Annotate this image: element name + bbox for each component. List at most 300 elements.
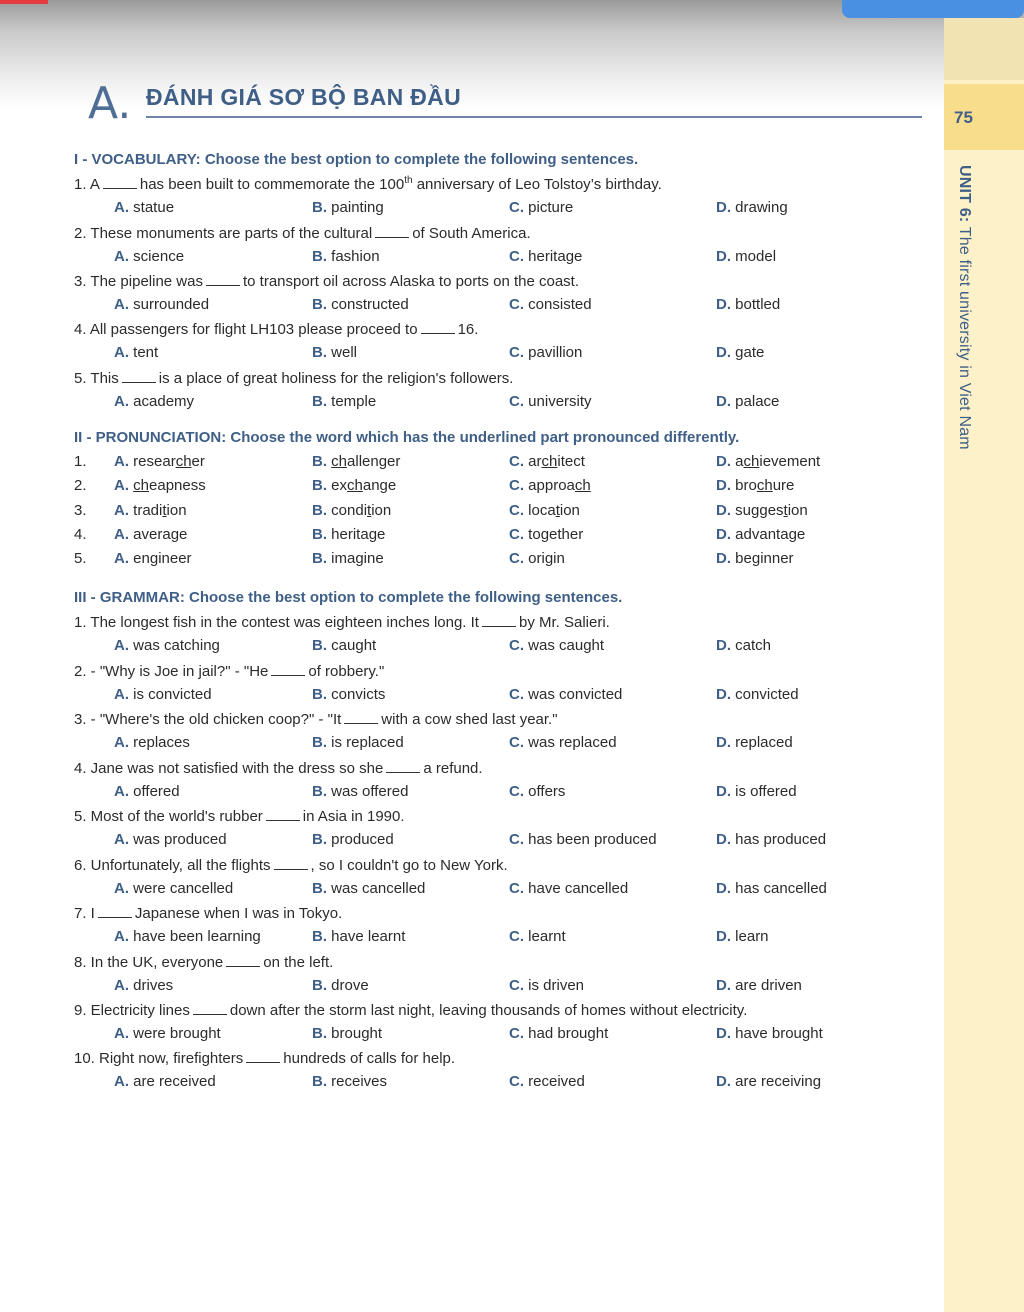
option-text: loca: [528, 502, 556, 519]
option-letter: A.: [114, 526, 134, 543]
option-text: painting: [331, 199, 384, 216]
question-text: in Asia in 1990.: [302, 808, 405, 825]
option-text: was catching: [133, 637, 220, 654]
option-text: offered: [133, 783, 180, 800]
grammar-question-1: [74, 613, 610, 631]
option-text: had brought: [528, 1025, 609, 1042]
option-letter: A.: [114, 831, 134, 848]
unit-label: UNIT 6:: [956, 165, 973, 223]
vocab-option-1-b[interactable]: [312, 199, 384, 216]
page-number: 75: [954, 108, 973, 127]
option-text: ar: [528, 453, 542, 470]
grammar-question-8: [74, 953, 333, 971]
title-rule: [146, 116, 922, 118]
question-text: with a cow shed last year.": [381, 711, 558, 728]
option-letter: D.: [716, 296, 736, 313]
grammar-option-4-a[interactable]: [114, 783, 180, 800]
option-text: was produced: [133, 831, 227, 848]
grammar-option-9-b[interactable]: [312, 1025, 382, 1042]
option-text: palace: [735, 393, 780, 410]
pronunciation-option-5-b[interactable]: [312, 550, 384, 567]
pronunciation-option-4-b[interactable]: [312, 526, 385, 543]
option-text: tent: [133, 344, 159, 361]
option-letter: C.: [509, 977, 529, 994]
option-letter: C.: [509, 393, 529, 410]
question-text: 16.: [457, 321, 479, 338]
grammar-option-7-b[interactable]: [312, 928, 405, 945]
option-letter: C.: [509, 477, 529, 494]
option-letter: C.: [509, 344, 529, 361]
option-text: receives: [331, 1073, 388, 1090]
option-letter: B.: [312, 686, 332, 703]
option-letter: D.: [716, 1025, 736, 1042]
grammar-question-10: [74, 1049, 455, 1067]
option-text: have been learning: [133, 928, 261, 945]
option-text: sugges: [735, 502, 784, 519]
option-letter: B.: [312, 637, 332, 654]
question-text: 9. Electricity lines: [74, 1002, 190, 1019]
grammar-question-6: [74, 856, 508, 874]
grammar-option-5-b[interactable]: [312, 831, 394, 848]
option-text: itect: [557, 453, 585, 470]
answer-blank: [206, 272, 240, 286]
option-text: constructed: [331, 296, 409, 313]
option-letter: D.: [716, 637, 736, 654]
pronunciation-option-5-c[interactable]: [509, 550, 565, 567]
grammar-option-3-d[interactable]: [716, 734, 793, 751]
grammar-option-7-a[interactable]: [114, 928, 261, 945]
option-text: e: [179, 526, 188, 543]
option-letter: D.: [716, 248, 736, 265]
option-letter: B.: [312, 880, 332, 897]
option-letter: A.: [114, 296, 134, 313]
option-text: ion: [787, 502, 808, 519]
option-letter: C.: [509, 1025, 529, 1042]
option-text: allenger: [347, 453, 401, 470]
underlined-part: g: [540, 526, 550, 543]
vocab-option-4-a[interactable]: [114, 344, 158, 361]
option-letter: A.: [114, 783, 134, 800]
grammar-option-1-b[interactable]: [312, 637, 376, 654]
pronunciation-option-2-c[interactable]: [509, 477, 591, 494]
pronunciation-number: 5.: [74, 550, 87, 567]
grammar-option-3-b[interactable]: [312, 734, 404, 751]
option-letter: B.: [312, 502, 332, 519]
question-text: 3. The pipeline was: [74, 273, 203, 290]
option-text: picture: [528, 199, 574, 216]
pronunciation-number: 1.: [74, 453, 87, 470]
grammar-option-6-a[interactable]: [114, 880, 233, 897]
option-text: brought: [331, 1025, 383, 1042]
option-text: origin: [528, 550, 565, 567]
grammar-option-6-d[interactable]: [716, 880, 827, 897]
option-text: beginner: [735, 550, 794, 567]
option-letter: A.: [114, 550, 134, 567]
vocab-option-4-d[interactable]: [716, 344, 764, 361]
grammar-question-5: [74, 807, 405, 825]
grammar-option-10-d[interactable]: [716, 1073, 821, 1090]
option-text: replaced: [735, 734, 793, 751]
option-text: avera: [133, 526, 171, 543]
grammar-option-2-c[interactable]: [509, 686, 622, 703]
option-text: drove: [331, 977, 369, 994]
option-text: well: [331, 344, 358, 361]
question-text: of robbery.": [308, 663, 385, 680]
option-letter: B.: [312, 550, 332, 567]
option-letter: D.: [716, 453, 736, 470]
option-text: convicted: [735, 686, 799, 703]
option-letter: D.: [716, 783, 736, 800]
option-text: bottled: [735, 296, 781, 313]
pronunciation-option-2-d[interactable]: [716, 477, 794, 494]
grammar-option-2-a[interactable]: [114, 686, 212, 703]
option-letter: A.: [114, 880, 134, 897]
option-text: catch: [735, 637, 772, 654]
option-letter: B.: [312, 1073, 332, 1090]
option-text: was caught: [528, 637, 605, 654]
option-text: convicts: [331, 686, 386, 703]
option-text: learn: [735, 928, 769, 945]
option-text: ex: [331, 477, 348, 494]
underlined-part: t: [783, 502, 788, 519]
pronunciation-option-1-a[interactable]: [114, 453, 205, 470]
option-text: are receiving: [735, 1073, 822, 1090]
option-text: ion: [559, 502, 580, 519]
grammar-option-9-a[interactable]: [114, 1025, 221, 1042]
answer-blank: [193, 1001, 227, 1015]
vocab-question-2: [74, 224, 531, 242]
unit-title: [955, 165, 973, 450]
pronunciation-option-1-d[interactable]: [716, 453, 820, 470]
option-text: was replaced: [528, 734, 617, 751]
option-letter: D.: [716, 393, 736, 410]
grammar-option-2-d[interactable]: [716, 686, 799, 703]
option-letter: A.: [114, 248, 134, 265]
option-letter: C.: [509, 928, 529, 945]
option-text: pavillion: [528, 344, 583, 361]
pronunciation-option-2-a[interactable]: [114, 477, 206, 494]
unit-name: The first university in Viet Nam: [956, 222, 973, 450]
option-letter: D.: [716, 977, 736, 994]
option-text: caught: [331, 637, 377, 654]
answer-blank: [266, 807, 300, 821]
grammar-option-10-c[interactable]: [509, 1073, 585, 1090]
question-text: Japanese when I was in Tokyo.: [134, 905, 343, 922]
vocab-option-2-b[interactable]: [312, 248, 380, 265]
grammar-option-5-a[interactable]: [114, 831, 227, 848]
option-letter: C.: [509, 1073, 529, 1090]
option-letter: C.: [509, 248, 529, 265]
option-text: resear: [133, 453, 176, 470]
question-text: down after the storm last night, leaving thousands of homes without electricity.: [229, 1002, 748, 1019]
option-text: have cancelled: [528, 880, 629, 897]
question-text: 2. - "Why is Joe in jail?" - "He: [74, 663, 269, 680]
vocabulary-heading: I - VOCABULARY: Choose the best option to complete the following sentences.: [74, 151, 639, 168]
pronunciation-option-4-c[interactable]: [509, 526, 583, 543]
option-text: surrounded: [133, 296, 210, 313]
pronunciation-option-4-a[interactable]: [114, 526, 187, 543]
option-letter: B.: [312, 783, 332, 800]
vocab-question-5: [74, 369, 513, 387]
option-text: were cancelled: [133, 880, 234, 897]
option-text: ion: [371, 502, 392, 519]
grammar-option-7-d[interactable]: [716, 928, 769, 945]
underlined-part: g: [170, 526, 180, 543]
answer-blank: [271, 662, 305, 676]
option-letter: D.: [716, 1073, 736, 1090]
option-letter: D.: [716, 199, 736, 216]
option-text: received: [528, 1073, 585, 1090]
grammar-option-10-a[interactable]: [114, 1073, 216, 1090]
grammar-option-6-c[interactable]: [509, 880, 628, 897]
question-text: , so I couldn't go to New York.: [310, 857, 508, 874]
pronunciation-option-3-b[interactable]: [312, 502, 391, 519]
option-letter: B.: [312, 453, 332, 470]
option-text: have learnt: [331, 928, 406, 945]
grammar-option-9-c[interactable]: [509, 1025, 608, 1042]
vocab-option-1-d[interactable]: [716, 199, 788, 216]
grammar-question-7: [74, 904, 342, 922]
vocab-option-1-c[interactable]: [509, 199, 573, 216]
answer-blank: [421, 320, 455, 334]
option-text: imagine: [331, 550, 384, 567]
pronunciation-option-1-c[interactable]: [509, 453, 585, 470]
option-letter: C.: [509, 526, 529, 543]
option-letter: D.: [716, 550, 736, 567]
underlined-part: ch: [541, 453, 558, 470]
pronunciation-option-3-a[interactable]: [114, 502, 187, 519]
question-text: is a place of great holiness for the religion's followers.: [158, 370, 514, 387]
option-letter: C.: [509, 199, 529, 216]
answer-blank: [122, 369, 156, 383]
pronunciation-option-5-d[interactable]: [716, 550, 794, 567]
option-text: ion: [166, 502, 187, 519]
page-title: ĐÁNH GIÁ SƠ BỘ BAN ĐẦU: [146, 84, 461, 110]
option-letter: A.: [114, 928, 134, 945]
question-text: hundreds of calls for help.: [283, 1050, 456, 1067]
option-letter: A.: [114, 393, 134, 410]
underlined-part: ch: [574, 477, 591, 494]
option-letter: A.: [114, 977, 134, 994]
option-text: statue: [133, 199, 175, 216]
underlined-part: g: [788, 526, 797, 543]
pronunciation-option-5-a[interactable]: [114, 550, 192, 567]
grammar-option-8-c[interactable]: [509, 977, 584, 994]
option-text: was offered: [331, 783, 409, 800]
grammar-option-5-d[interactable]: [716, 831, 826, 848]
vocab-option-3-d[interactable]: [716, 296, 780, 313]
answer-blank: [274, 856, 308, 870]
grammar-option-5-c[interactable]: [509, 831, 657, 848]
vocab-option-1-a[interactable]: [114, 199, 174, 216]
superscript: th: [404, 175, 413, 186]
question-text: by Mr. Salieri.: [518, 614, 610, 631]
option-text: herita: [331, 526, 369, 543]
option-text: ure: [772, 477, 795, 494]
option-letter: B.: [312, 526, 332, 543]
question-text: 1. A: [74, 176, 100, 193]
grammar-question-2: [74, 662, 384, 680]
vocab-option-2-c[interactable]: [509, 248, 582, 265]
vocab-option-5-d[interactable]: [716, 393, 779, 410]
option-letter: C.: [509, 831, 529, 848]
option-letter: D.: [716, 734, 736, 751]
question-text: 1. The longest fish in the contest was eighteen inches long. It: [74, 614, 479, 631]
option-letter: A.: [114, 1025, 134, 1042]
question-text: 2. These monuments are parts of the cultural: [74, 225, 373, 242]
grammar-option-10-b[interactable]: [312, 1073, 387, 1090]
grammar-option-8-d[interactable]: [716, 977, 802, 994]
question-text: to transport oil across Alaska to ports on the coast.: [242, 273, 579, 290]
pronunciation-number: 3.: [74, 502, 87, 519]
option-text: advanta: [735, 526, 789, 543]
option-text: condi: [331, 502, 368, 519]
question-text: 4. All passengers for flight LH103 please proceed to: [74, 321, 418, 338]
option-text: offers: [528, 783, 566, 800]
option-text: was convicted: [528, 686, 623, 703]
underlined-part: ch: [331, 453, 348, 470]
option-text: replaces: [133, 734, 190, 751]
option-letter: A.: [114, 199, 134, 216]
grammar-option-3-a[interactable]: [114, 734, 190, 751]
option-text: approa: [528, 477, 575, 494]
option-text: university: [528, 393, 592, 410]
pronunciation-option-4-d[interactable]: [716, 526, 805, 543]
vocab-option-3-b[interactable]: [312, 296, 409, 313]
red-corner-mark: [0, 0, 48, 4]
grammar-option-9-d[interactable]: [716, 1025, 823, 1042]
grammar-option-2-b[interactable]: [312, 686, 385, 703]
option-letter: C.: [509, 783, 529, 800]
pronunciation-number: 4.: [74, 526, 87, 543]
option-text: is driven: [528, 977, 585, 994]
option-letter: D.: [716, 880, 736, 897]
grammar-option-6-b[interactable]: [312, 880, 425, 897]
underlined-part: g: [368, 526, 378, 543]
option-text: are received: [133, 1073, 216, 1090]
grammar-option-1-c[interactable]: [509, 637, 604, 654]
pronunciation-heading: II - PRONUNCIATION: Choose the word which has the underlined part pronounced differently.: [74, 429, 740, 446]
option-text: consisted: [528, 296, 592, 313]
option-letter: D.: [716, 686, 736, 703]
question-text: 5. This: [74, 370, 119, 387]
option-text: eapness: [149, 477, 206, 494]
option-text: heritage: [528, 248, 583, 265]
grammar-question-4: [74, 759, 483, 777]
option-text: to: [528, 526, 541, 543]
pronunciation-option-2-b[interactable]: [312, 477, 396, 494]
answer-blank: [226, 953, 260, 967]
vocab-option-3-a[interactable]: [114, 296, 209, 313]
underlined-part: ch: [743, 453, 760, 470]
underlined-part: t: [162, 502, 167, 519]
option-letter: B.: [312, 734, 332, 751]
option-letter: C.: [509, 296, 529, 313]
option-text: ange: [362, 477, 397, 494]
option-text: fashion: [331, 248, 380, 265]
option-letter: B.: [312, 1025, 332, 1042]
option-letter: D.: [716, 928, 736, 945]
option-text: have brought: [735, 1025, 823, 1042]
grammar-option-8-b[interactable]: [312, 977, 369, 994]
option-text: are driven: [735, 977, 802, 994]
vocab-option-5-c[interactable]: [509, 393, 592, 410]
pronunciation-option-3-d[interactable]: [716, 502, 808, 519]
option-text: bro: [735, 477, 757, 494]
option-letter: C.: [509, 453, 529, 470]
option-letter: C.: [509, 502, 529, 519]
question-text: 3. - "Where's the old chicken coop?" - "It: [74, 711, 342, 728]
question-text: 4. Jane was not satisfied with the dress so she: [74, 760, 384, 777]
option-text: gate: [735, 344, 765, 361]
vocab-option-2-a[interactable]: [114, 248, 184, 265]
grammar-option-1-d[interactable]: [716, 637, 771, 654]
grammar-option-1-a[interactable]: [114, 637, 220, 654]
option-letter: A.: [114, 502, 134, 519]
option-text: is convicted: [133, 686, 212, 703]
grammar-option-4-d[interactable]: [716, 783, 797, 800]
option-text: was cancelled: [331, 880, 426, 897]
option-text: engineer: [133, 550, 192, 567]
grammar-option-4-b[interactable]: [312, 783, 408, 800]
vocab-option-5-a[interactable]: [114, 393, 194, 410]
pronunciation-option-1-b[interactable]: [312, 453, 400, 470]
vocab-option-3-c[interactable]: [509, 296, 592, 313]
option-letter: D.: [716, 477, 736, 494]
option-letter: A.: [114, 734, 134, 751]
vocab-option-4-b[interactable]: [312, 344, 357, 361]
grammar-option-4-c[interactable]: [509, 783, 565, 800]
underlined-part: ch: [133, 477, 150, 494]
grammar-option-3-c[interactable]: [509, 734, 617, 751]
option-text: has been produced: [528, 831, 657, 848]
vocab-option-2-d[interactable]: [716, 248, 776, 265]
option-letter: A.: [114, 637, 134, 654]
option-text: has cancelled: [735, 880, 827, 897]
option-text: science: [133, 248, 185, 265]
answer-blank: [98, 904, 132, 918]
option-letter: A.: [114, 686, 134, 703]
answer-blank: [103, 175, 137, 189]
option-text: model: [735, 248, 777, 265]
option-letter: B.: [312, 248, 332, 265]
grammar-option-7-c[interactable]: [509, 928, 566, 945]
underlined-part: ch: [175, 453, 192, 470]
pronunciation-option-3-c[interactable]: [509, 502, 580, 519]
grammar-option-8-a[interactable]: [114, 977, 173, 994]
option-text: e: [377, 526, 386, 543]
question-text: on the left.: [263, 954, 334, 971]
section-letter: A.: [88, 78, 132, 129]
option-text: e: [796, 526, 806, 543]
underlined-part: t: [555, 502, 560, 519]
option-text: ievement: [759, 453, 821, 470]
answer-blank: [375, 224, 409, 238]
vocab-question-3: [74, 272, 579, 290]
option-letter: B.: [312, 928, 332, 945]
option-letter: B.: [312, 393, 332, 410]
option-text: tradi: [133, 502, 163, 519]
option-letter: A.: [114, 344, 134, 361]
option-text: drawing: [735, 199, 788, 216]
underlined-part: ch: [347, 477, 363, 494]
option-letter: A.: [114, 477, 134, 494]
option-letter: A.: [114, 453, 134, 470]
question-text: 10. Right now, firefighters: [74, 1050, 244, 1067]
vocab-option-5-b[interactable]: [312, 393, 376, 410]
option-text: er: [191, 453, 205, 470]
vocab-option-4-c[interactable]: [509, 344, 582, 361]
